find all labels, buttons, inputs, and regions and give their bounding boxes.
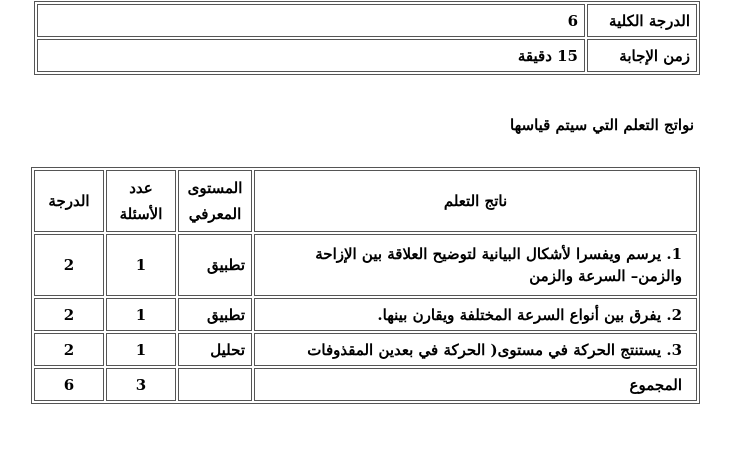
table-row — [34, 234, 697, 296]
outcome-level: تطبيق — [178, 298, 252, 331]
summary-table — [34, 1, 700, 75]
total-grade: 6 — [34, 368, 104, 401]
outcome-level: تطبيق — [178, 234, 252, 296]
header-outcome: ناتج التعلم — [254, 170, 697, 232]
section-title: نواتج التعلم التي سيتم قياسها — [510, 116, 694, 134]
answer-time-value: 15 دقيقة — [37, 39, 585, 72]
outcome-text: 3. يستنتج الحركة في مستوى( الحركة في بعدين المقذوفات — [254, 333, 697, 366]
outcome-level: تحليل — [178, 333, 252, 366]
header-level: المستوى المعرفي — [178, 170, 252, 232]
outcome-text: 2. يفرق بين أنواع السرعة المختلفة ويقارن بينها. — [254, 298, 697, 331]
total-count: 3 — [106, 368, 176, 401]
outcome-count: 1 — [106, 298, 176, 331]
outcome-grade: 2 — [34, 234, 104, 296]
total-row — [34, 368, 697, 401]
answer-time-label: زمن الإجابة — [587, 39, 697, 72]
outcome-count: 1 — [106, 333, 176, 366]
table-row — [34, 298, 697, 331]
header-grade: الدرجة — [34, 170, 104, 232]
outcome-grade: 2 — [34, 333, 104, 366]
total-grade-row — [37, 4, 697, 37]
outcome-count: 1 — [106, 234, 176, 296]
table-row — [34, 333, 697, 366]
outcome-text: 1. يرسم ويفسرا لأشكال البيانية لتوضيح العلاقة بين الإزاحة والزمن– السرعة والزمن — [254, 234, 697, 296]
answer-time-row — [37, 39, 697, 72]
total-label: المجموع — [254, 368, 697, 401]
outcome-grade: 2 — [34, 298, 104, 331]
header-count: عدد الأسئلة — [106, 170, 176, 232]
table-header-row — [34, 170, 697, 232]
total-grade-value: 6 — [37, 4, 585, 37]
total-grade-label: الدرجة الكلية — [587, 4, 697, 37]
learning-outcomes-table — [31, 167, 700, 404]
total-level — [178, 368, 252, 401]
